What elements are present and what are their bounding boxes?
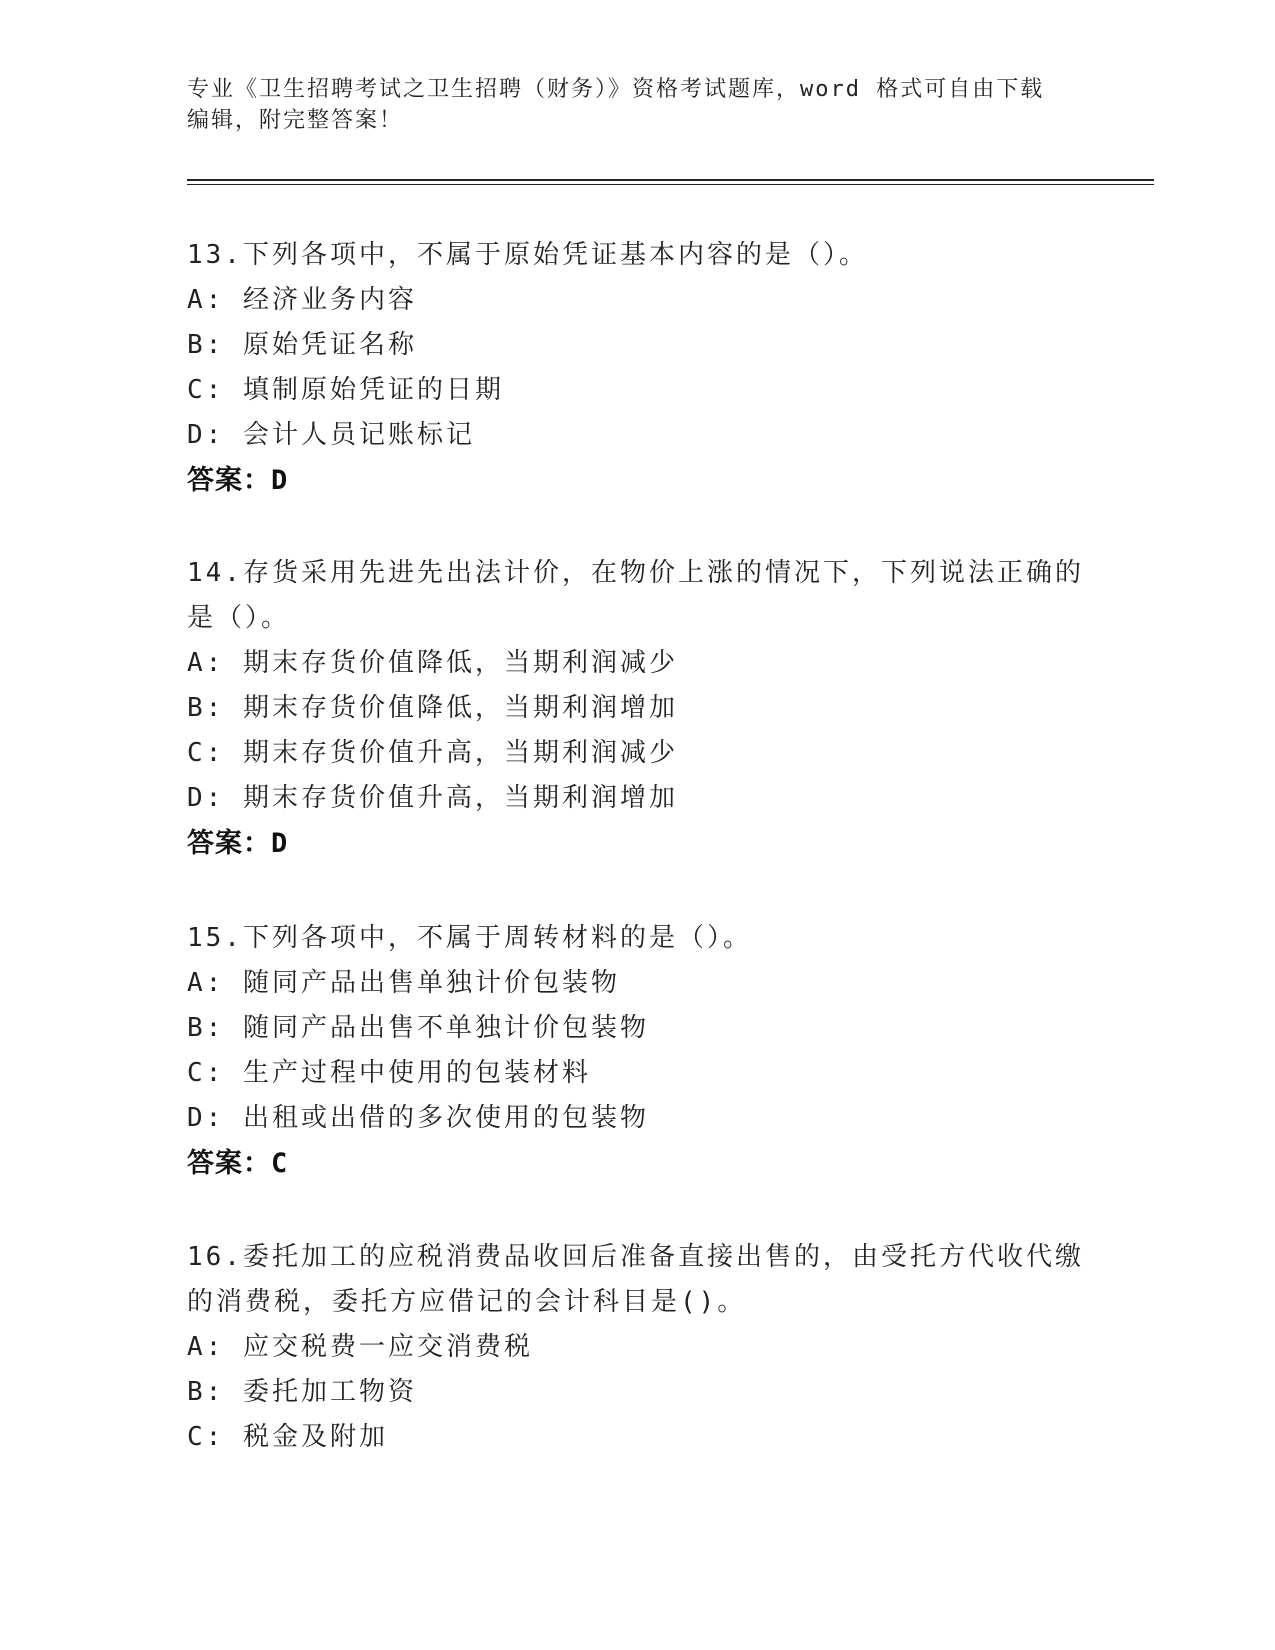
option-c: C: 生产过程中使用的包装材料 [187, 1058, 591, 1088]
answer-label: 答案：D [187, 828, 289, 859]
option-c: C: 税金及附加 [187, 1422, 388, 1452]
question-13 [187, 233, 1087, 503]
option-d: D: 期末存货价值升高，当期利润增加 [187, 783, 678, 813]
document-header [187, 74, 1087, 136]
question-stem: 14.存货采用先进先出法计价，在物价上涨的情况下，下列说法正确的是（）。 [187, 558, 1084, 633]
question-stem: 16.委托加工的应税消费品收回后准备直接出售的，由受托方代收代缴的消费税，委托方应借记的会计科目是()。 [187, 1242, 1084, 1317]
header-divider-thick [187, 179, 1154, 181]
option-d: D: 会计人员记账标记 [187, 420, 475, 450]
option-c: C: 填制原始凭证的日期 [187, 375, 504, 405]
option-c: C: 期末存货价值升高，当期利润减少 [187, 738, 678, 768]
header-line-1: 专业《卫生招聘考试之卫生招聘（财务）》资格考试题库，word 格式可自由下载 [187, 77, 1045, 102]
option-a: A: 经济业务内容 [187, 285, 417, 315]
option-b: B: 原始凭证名称 [187, 330, 417, 360]
question-15 [187, 916, 1087, 1186]
option-b: B: 委托加工物资 [187, 1377, 417, 1407]
option-b: B: 随同产品出售不单独计价包装物 [187, 1013, 649, 1043]
option-a: A: 随同产品出售单独计价包装物 [187, 968, 620, 998]
option-b: B: 期末存货价值降低，当期利润增加 [187, 693, 678, 723]
option-d: D: 出租或出借的多次使用的包装物 [187, 1103, 649, 1133]
answer-label: 答案：D [187, 465, 289, 496]
option-a: A: 期末存货价值降低，当期利润减少 [187, 648, 678, 678]
header-divider-thin [187, 184, 1154, 185]
question-16 [187, 1235, 1087, 1460]
answer-label: 答案：C [187, 1148, 289, 1179]
question-stem: 15.下列各项中，不属于周转材料的是（）。 [187, 923, 752, 953]
header-line-2: 编辑，附完整答案！ [187, 108, 404, 133]
question-stem: 13.下列各项中，不属于原始凭证基本内容的是（）。 [187, 240, 868, 270]
option-a: A: 应交税费一应交消费税 [187, 1332, 533, 1362]
question-14 [187, 551, 1087, 866]
